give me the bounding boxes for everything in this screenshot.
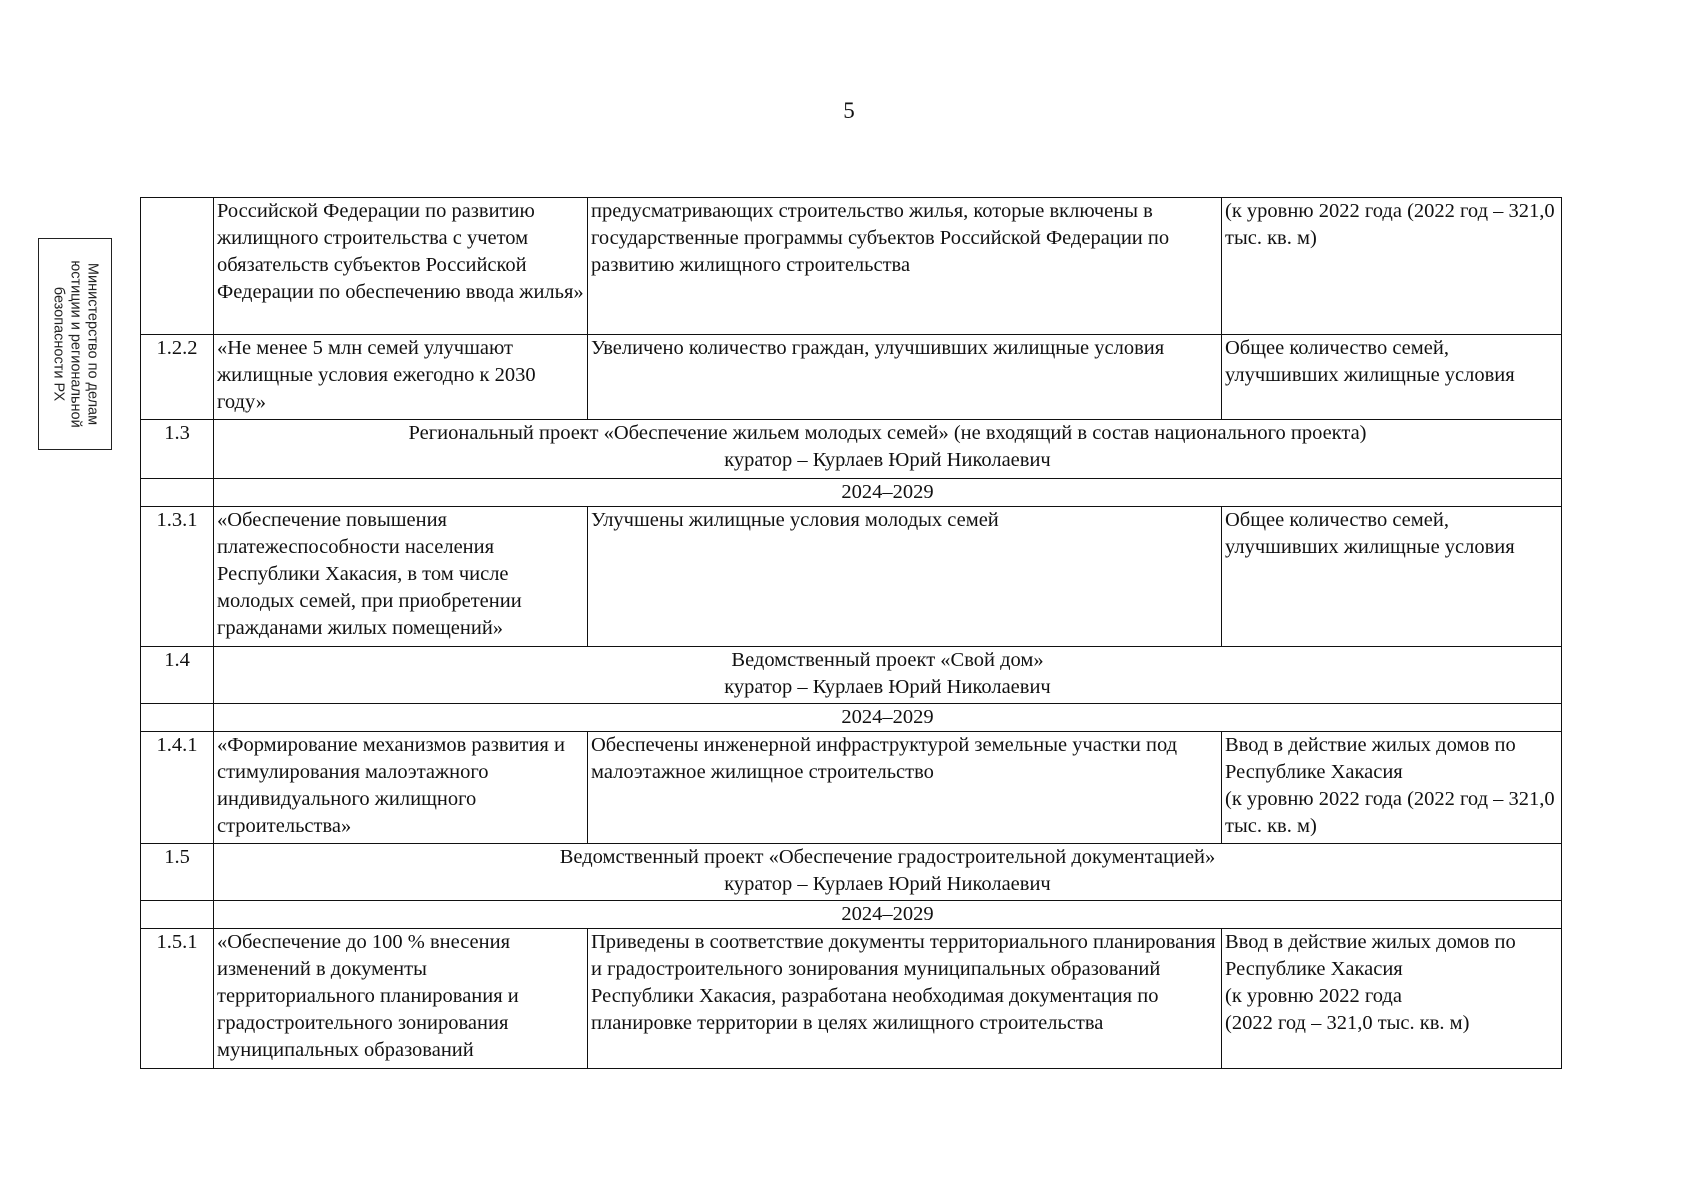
period-cell: 2024–2029 xyxy=(214,704,1562,732)
indicator-cell: Общее количество семей, улучшивших жилищные условия xyxy=(1222,335,1562,420)
goal-cell: Российской Федерации по развитию жилищного строительства с учетом обязательств субъектов Российской Федерации по обеспечению ввода жилья» xyxy=(214,198,588,335)
row-number: 1.5.1 xyxy=(141,929,214,1069)
ministry-stamp xyxy=(38,238,112,450)
page-number: 5 xyxy=(843,98,855,123)
section-header-row xyxy=(141,844,1562,901)
projects-table xyxy=(140,197,1562,1069)
period-row xyxy=(141,901,1562,929)
result-cell: Увеличено количество граждан, улучшивших жилищные условия xyxy=(588,335,1222,420)
period-row xyxy=(141,479,1562,507)
goal-cell: «Обеспечение повышения платежеспособности населения Республики Хакасия, в том числе молодых семей, при приобретении гражданами жилых помещений» xyxy=(214,507,588,647)
goal-cell: «Формирование механизмов развития и стимулирования малоэтажного индивидуального жилищного строительства» xyxy=(214,732,588,844)
stamp-text xyxy=(50,242,101,447)
stamp-line-2: юстиции и региональной xyxy=(67,260,84,428)
empty-cell xyxy=(141,479,214,507)
row-number: 1.2.2 xyxy=(141,335,214,420)
period-cell: 2024–2029 xyxy=(214,479,1562,507)
section-number: 1.3 xyxy=(141,420,214,479)
goal-cell: «Не менее 5 млн семей улучшают жилищные условия ежегодно к 2030 году» xyxy=(214,335,588,420)
goal-cell: «Обеспечение до 100 % внесения изменений в документы территориального планирования и градостроительного зонирования муниципальных образований xyxy=(214,929,588,1069)
indicator-cell: Общее количество семей, улучшивших жилищные условия xyxy=(1222,507,1562,647)
section-title-cell xyxy=(214,420,1562,479)
table-row xyxy=(141,335,1562,420)
section-curator: куратор – Курлаев Юрий Николаевич xyxy=(724,873,1051,895)
table-row xyxy=(141,507,1562,647)
row-number: 1.3.1 xyxy=(141,507,214,647)
section-title-cell xyxy=(214,844,1562,901)
indicator-cell: (к уровню 2022 года (2022 год – 321,0 тыс. кв. м) xyxy=(1222,198,1562,335)
section-title: Региональный проект «Обеспечение жильем молодых семей» (не входящий в состав национального проекта) xyxy=(408,422,1367,444)
section-title-cell xyxy=(214,647,1562,704)
indicator-cell xyxy=(1222,929,1562,1069)
period-row xyxy=(141,704,1562,732)
section-curator: куратор – Курлаев Юрий Николаевич xyxy=(724,449,1051,471)
stamp-line-3: безопасности РХ xyxy=(50,286,67,402)
empty-cell xyxy=(141,704,214,732)
result-cell: Приведены в соответствие документы территориального планирования и градостроительного зонирования муниципальных образований Республики Хакасия, разработана необходимая документация по планировке территории в целях жилищного строительства xyxy=(588,929,1222,1069)
section-number: 1.5 xyxy=(141,844,214,901)
indicator-line: (к уровню 2022 года (2022 год – 321,0 тыс. кв. м) xyxy=(1225,788,1555,837)
table-row xyxy=(141,198,1562,335)
stamp-line-1: Министерство по делам xyxy=(84,262,101,426)
indicator-line: Ввод в действие жилых домов по Республике Хакасия xyxy=(1225,931,1516,980)
period-cell: 2024–2029 xyxy=(214,901,1562,929)
section-title: Ведомственный проект «Свой дом» xyxy=(731,649,1044,671)
table-row xyxy=(141,732,1562,844)
row-number: 1.4.1 xyxy=(141,732,214,844)
section-header-row xyxy=(141,420,1562,479)
result-cell: предусматривающих строительство жилья, которые включены в государственные программы субъектов Российской Федерации по развитию жилищного строительства xyxy=(588,198,1222,335)
indicator-cell xyxy=(1222,732,1562,844)
indicator-line: (к уровню 2022 года xyxy=(1225,985,1402,1007)
section-title: Ведомственный проект «Обеспечение градостроительной документацией» xyxy=(559,846,1216,868)
result-cell: Улучшены жилищные условия молодых семей xyxy=(588,507,1222,647)
indicator-line: Ввод в действие жилых домов по Республике Хакасия xyxy=(1225,734,1516,783)
section-curator: куратор – Курлаев Юрий Николаевич xyxy=(724,676,1051,698)
empty-cell xyxy=(141,901,214,929)
indicator-line: (2022 год – 321,0 тыс. кв. м) xyxy=(1225,1012,1470,1034)
result-cell: Обеспечены инженерной инфраструктурой земельные участки под малоэтажное жилищное строительство xyxy=(588,732,1222,844)
section-number: 1.4 xyxy=(141,647,214,704)
row-number xyxy=(141,198,214,335)
section-header-row xyxy=(141,647,1562,704)
table-row xyxy=(141,929,1562,1069)
